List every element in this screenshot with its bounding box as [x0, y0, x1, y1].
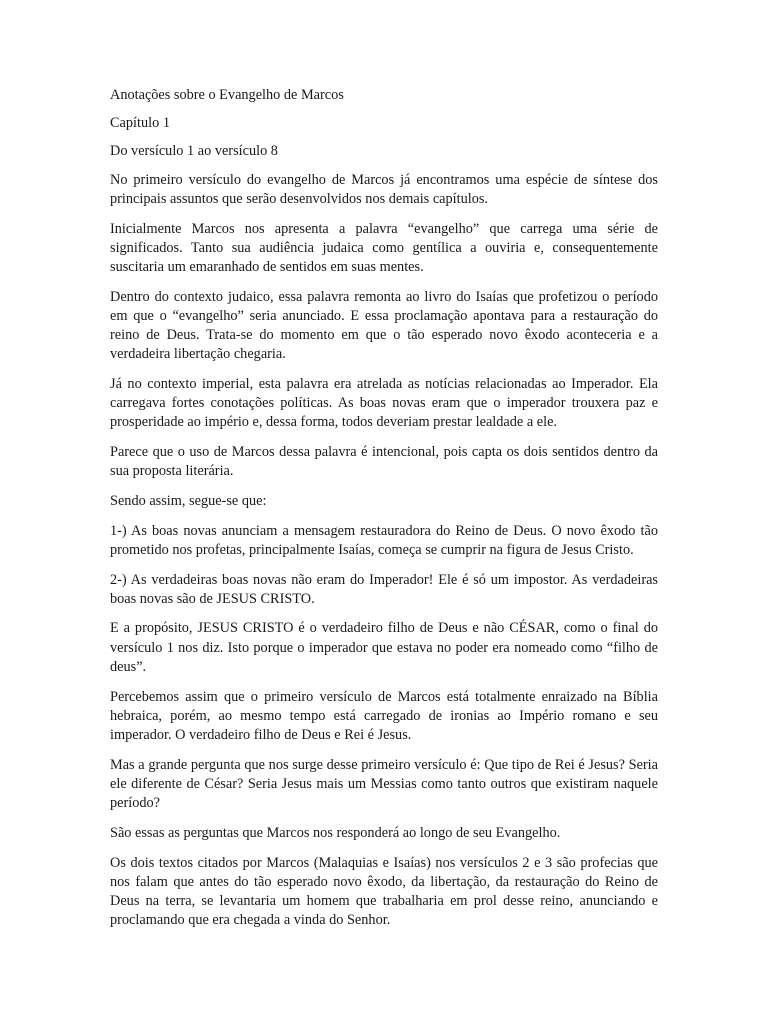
paragraph: Já no contexto imperial, esta palavra era atrelada as notícias relacionadas ao Imperador. Ela carregava fortes conotações políticas. As boas novas eram que o imperador trouxera paz e prosperidade ao império e, dessa forma, todos deveriam prestar lealdade a ele. [110, 375, 658, 431]
paragraph: São essas as perguntas que Marcos nos responderá ao longo de seu Evangelho. [110, 824, 561, 841]
paragraph: Parece que o uso de Marcos dessa palavra é intencional, pois capta os dois sentidos dentro da sua proposta literária. [110, 444, 658, 480]
paragraph: Percebemos assim que o primeiro versículo de Marcos está totalmente enraizado na Bíblia hebraica, porém, ao mesmo tempo está carregado de ironias ao Império romano e seu imperador. O verdadeiro filho de Deus e Rei é Jesus. [110, 688, 658, 743]
paragraph: Inicialmente Marcos nos apresenta a palavra “evangelho” que carrega uma série de significados. Tanto sua audiência judaica como gentílica a ouviria e, consequentemente suscitaria um emaranhado de sentidos em suas mentes. [110, 220, 658, 275]
paragraph: No primeiro versículo do evangelho de Marcos já encontramos uma espécie de síntese dos principais assuntos que serão desenvolvidos nos demais capítulos. [110, 171, 658, 207]
paragraph: Sendo assim, segue-se que: [110, 492, 267, 509]
document-title: Anotações sobre o Evangelho de Marcos [110, 87, 344, 103]
paragraph: E a propósito, JESUS CRISTO é o verdadeiro filho de Deus e não CÉSAR, como o final do versículo 1 nos diz. Isto porque o imperador que estava no poder era nomeado como “filho de deus”. [110, 620, 658, 675]
chapter-heading: Capítulo 1 [110, 115, 170, 132]
paragraph: Mas a grande pergunta que nos surge desse primeiro versículo é: Que tipo de Rei é Jesus? Seria ele diferente de César? Seria Jesus mais um Messias como tanto outros que existiram naquele período? [110, 756, 658, 812]
document-body [110, 86, 658, 941]
paragraph: Dentro do contexto judaico, essa palavra remonta ao livro do Isaías que profetizou o período em que o “evangelho” seria anunciado. E essa proclamação apontava para a restauração do reino de Deus. Trata-se do momento em que o tão esperado novo êxodo aconteceria e a verdadeira libertação chegaria. [110, 288, 658, 363]
paragraph: Os dois textos citados por Marcos (Malaquias e Isaías) nos versículos 2 e 3 são profecias que nos falam que antes do tão esperado novo êxodo, da libertação, da restauração do Reino de Deus na terra, se levantaria um homem que trabalharia em prol desse reino, anunciando e proclamando que era chegada a vinda do Senhor. [110, 854, 658, 929]
list-item: 2-) As verdadeiras boas novas não eram do Imperador! Ele é só um impostor. As verdadeiras boas novas são de JESUS CRISTO. [110, 571, 658, 607]
verses-heading: Do versículo 1 ao versículo 8 [110, 143, 278, 160]
list-item: 1-) As boas novas anunciam a mensagem restauradora do Reino de Deus. O novo êxodo tão prometido nos profetas, principalmente Isaías, começa se cumprir na figura de Jesus Cristo. [110, 522, 658, 558]
